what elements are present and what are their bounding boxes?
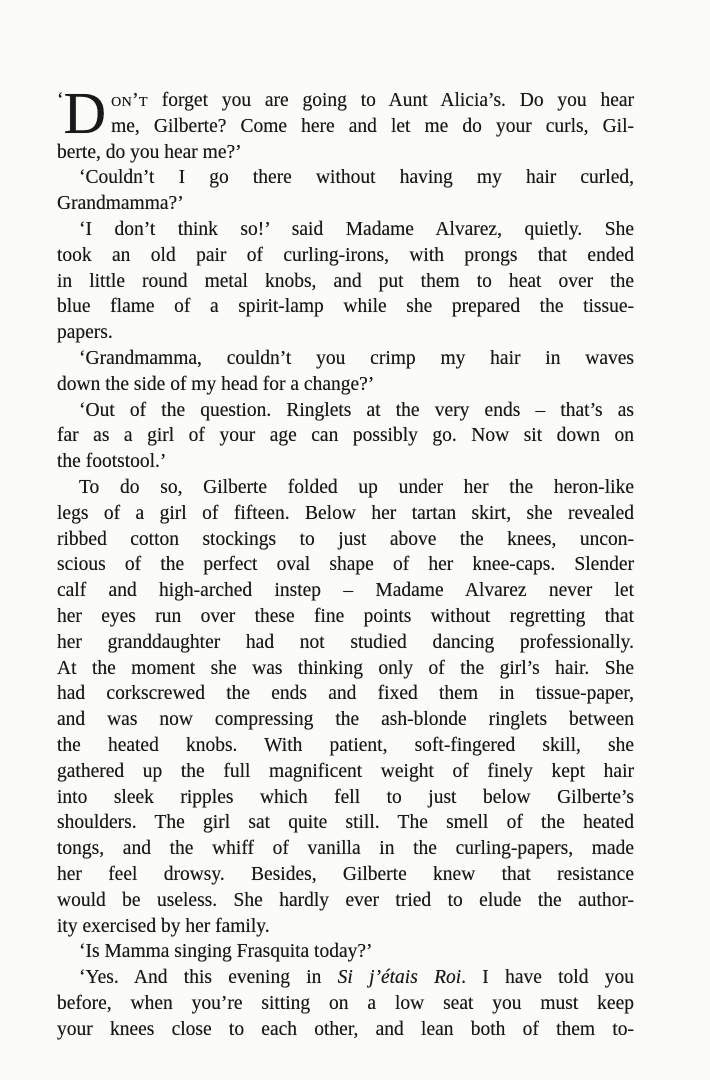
text-segment: ‘Couldn’t I go there without having my hair curled,	[79, 167, 634, 189]
paragraph	[57, 965, 634, 1042]
text-line	[57, 914, 634, 940]
text-segment: ‘Out of the question. Ringlets at the very ends – that’s as	[79, 399, 634, 421]
text-segment: ‘I don’t think so!’ said Madame Alvarez, quietly. She	[79, 218, 634, 240]
text-line	[57, 733, 634, 759]
text-segment: and was now compressing the ash-blonde ringlets between	[57, 709, 634, 731]
text-segment: far as a girl of your age can possibly go. Now sit down on	[57, 425, 634, 447]
text-line	[57, 217, 634, 243]
text-segment: . I have told you	[461, 967, 634, 989]
text-line	[57, 939, 634, 965]
text-line	[57, 372, 634, 398]
drop-cap-letter: D	[63, 80, 107, 146]
paragraph	[57, 346, 634, 398]
text-segment: papers.	[57, 322, 113, 344]
text-line	[57, 810, 634, 836]
text-segment: forget you are going to Aunt Alicia’s. Do you hear	[147, 90, 634, 111]
text-segment: legs of a girl of fifteen. Below her tartan skirt, she revealed	[57, 502, 634, 524]
text-segment: ribbed cotton stockings to just above the knees, uncon-	[57, 528, 634, 550]
text-segment: At the moment she was thinking only of the girl’s hair. She	[57, 657, 634, 679]
page-text	[57, 80, 634, 1042]
text-line	[57, 552, 634, 578]
text-line	[57, 656, 634, 682]
text-line	[57, 888, 634, 914]
text-segment: her granddaughter had not studied dancing professionally.	[57, 631, 634, 653]
text-line	[57, 630, 634, 656]
text-segment: her eyes run over these fine points without regretting that	[57, 605, 634, 627]
text-line	[57, 604, 634, 630]
text-line	[57, 527, 634, 553]
paragraph	[57, 398, 634, 475]
text-segment: Grandmamma?’	[57, 193, 184, 215]
text-line	[57, 140, 634, 166]
paragraph	[57, 217, 634, 346]
text-segment: ‘Grandmamma, couldn’t you crimp my hair in waves	[79, 347, 634, 369]
drop-cap	[57, 80, 107, 146]
text-line	[57, 965, 634, 991]
text-segment: berte, do you hear me?’	[57, 141, 242, 163]
text-line	[57, 862, 634, 888]
text-line	[57, 269, 634, 295]
text-segment: ‘Yes. And this evening in	[79, 967, 338, 989]
text-line	[57, 449, 634, 475]
text-segment: in little round metal knobs, and put them to heat over the	[57, 270, 634, 292]
text-line	[57, 320, 634, 346]
text-segment-smallcaps: on’t	[111, 90, 148, 111]
text-segment: ‘Is Mamma singing Frasquita today?’	[79, 941, 373, 963]
text-segment: took an old pair of curling-irons, with prongs that ended	[57, 244, 634, 266]
text-line	[57, 501, 634, 527]
text-line	[57, 759, 634, 785]
text-line	[57, 423, 634, 449]
text-segment: down the side of my head for a change?’	[57, 373, 375, 395]
text-segment: into sleek ripples which fell to just below Gilberte’s	[57, 786, 634, 808]
text-segment: the heated knobs. With patient, soft-fingered skill, she	[57, 734, 634, 756]
text-line	[57, 294, 634, 320]
text-segment: calf and high-arched instep – Madame Alvarez never let	[57, 580, 634, 602]
text-segment: before, when you’re sitting on a low seat you must keep	[57, 992, 634, 1014]
text-segment: scious of the perfect oval shape of her knee-caps. Slender	[57, 554, 634, 576]
text-line	[57, 785, 634, 811]
text-line	[57, 114, 634, 140]
drop-cap-quote: ‘	[57, 90, 64, 111]
text-line	[57, 1017, 634, 1043]
text-line	[57, 165, 634, 191]
text-segment: her feel drowsy. Besides, Gilberte knew that resistance	[57, 863, 634, 885]
text-segment: shoulders. The girl sat quite still. The smell of the heated	[57, 812, 634, 834]
paragraph	[57, 939, 634, 965]
text-line	[57, 398, 634, 424]
text-line	[57, 707, 634, 733]
text-line	[57, 475, 634, 501]
text-segment: tongs, and the whiff of vanilla in the curling-papers, made	[57, 838, 634, 860]
text-segment: your knees close to each other, and lean both of them to-	[57, 1018, 634, 1040]
paragraph	[57, 475, 634, 939]
text-line	[57, 346, 634, 372]
paragraph	[57, 165, 634, 217]
text-segment: ity exercised by her family.	[57, 915, 270, 937]
text-segment: the footstool.’	[57, 451, 167, 473]
text-segment: gathered up the full magnificent weight of finely kept hair	[57, 760, 634, 782]
text-line	[57, 836, 634, 862]
text-line	[57, 243, 634, 269]
text-line	[57, 991, 634, 1017]
text-segment: me, Gilberte? Come here and let me do your curls, Gil-	[111, 115, 634, 137]
paragraph	[57, 80, 634, 165]
text-line	[57, 191, 634, 217]
text-line	[57, 88, 634, 114]
text-segment: had corkscrewed the ends and fixed them in tissue-paper,	[57, 683, 634, 705]
text-segment: blue flame of a spirit-lamp while she prepared the tissue-	[57, 296, 634, 318]
text-segment: would be useless. She hardly ever tried to elude the author-	[57, 889, 634, 911]
text-segment-italic: Si j’étais Roi	[337, 967, 462, 989]
text-line	[57, 578, 634, 604]
text-line	[57, 681, 634, 707]
text-segment: To do so, Gilberte folded up under her the heron-like	[79, 476, 634, 498]
